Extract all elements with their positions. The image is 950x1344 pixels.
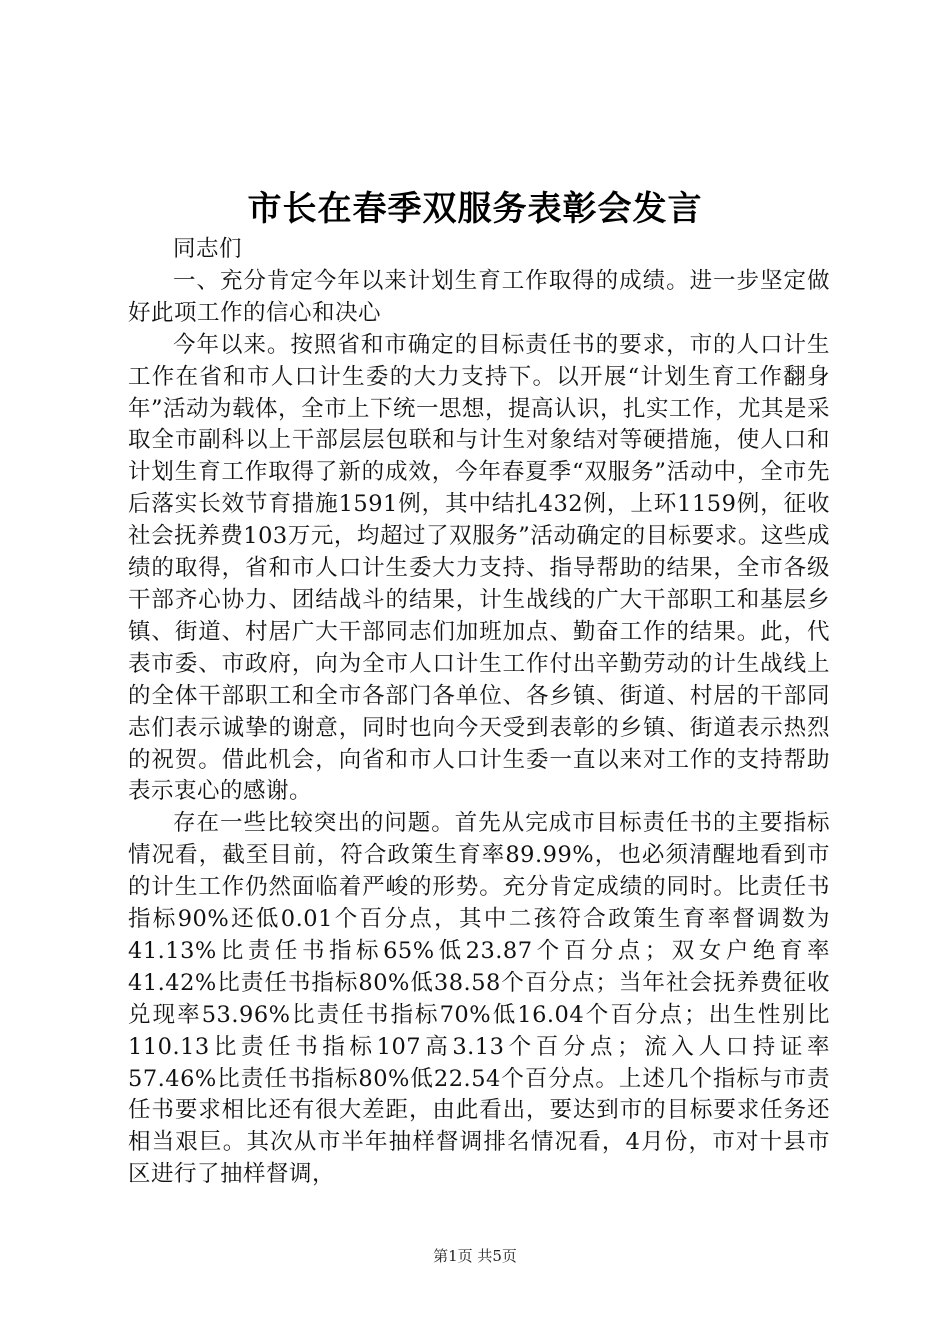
document-body xyxy=(128,234,830,1191)
problems-paragraph: 存在一些比较突出的问题。首先从完成市目标责任书的主要指标情况看，截至目前，符合政策生育率89.99%，也必须清醒地看到市的计生工作仍然面临着严峻的形势。充分肯定成绩的同时。比责任书指标90%还低0.01个百分点，其中二孩符合政策生育率督调数为41.13%比责任书指标65%低23.87个百分点；双女户绝育率41.42%比责任书指标80%低38.58个百分点；当年社会抚养费征收兑现率53.96%比责任书指标70%低16.04个百分点；出生性别比110.13比责任书指标107高3.13个百分点；流入人口持证率57.46%比责任书指标80%低22.54个百分点。上述几个指标与市责任书要求相比还有很大差距，由此看出，要达到市的目标要求任务还相当艰巨。其次从市半年抽样督调排名情况看，4月份，市对十县市区进行了抽样督调， xyxy=(128,810,830,1188)
page-footer: 第1页 共5页 xyxy=(433,1247,517,1265)
document-title: 市长在春季双服务表彰会发言 xyxy=(247,189,703,229)
salutation-paragraph: 同志们 xyxy=(173,236,243,262)
section-heading-paragraph: 一、充分肯定今年以来计划生育工作取得的成绩。进一步坚定做好此项工作的信心和决心 xyxy=(128,267,830,326)
achievements-paragraph: 今年以来。按照省和市确定的目标责任书的要求，市的人口计生工作在省和市人口计生委的大力支持下。以开展“计划生育工作翻身年”活动为载体，全市上下统一思想，提高认识，扎实工作，尤其是采取全市副科以上干部层层包联和与计生对象结对等硬措施，使人口和计划生育工作取得了新的成效，今年春夏季“双服务”活动中，全市先后落实长效节育措施1591例，其中结扎432例，上环1159例，征收社会抚养费103万元，均超过了双服务”活动确定的目标要求。这些成绩的取得，省和市人口计生委大力支持、指导帮助的结果，全市各级干部齐心协力、团结战斗的结果，计生战线的广大干部职工和基层乡镇、街道、村居广大干部同志们加班加点、勤奋工作的结果。此，代表市委、市政府，向为全市人口计生工作付出辛勤劳动的计生战线上的全体干部职工和全市各部门各单位、各乡镇、街道、村居的干部同志们表示诚挚的谢意，同时也向今天受到表彰的乡镇、街道表示热烈的祝贺。借此机会，向省和市人口计生委一直以来对工作的支持帮助表示衷心的感谢。 xyxy=(128,331,831,805)
